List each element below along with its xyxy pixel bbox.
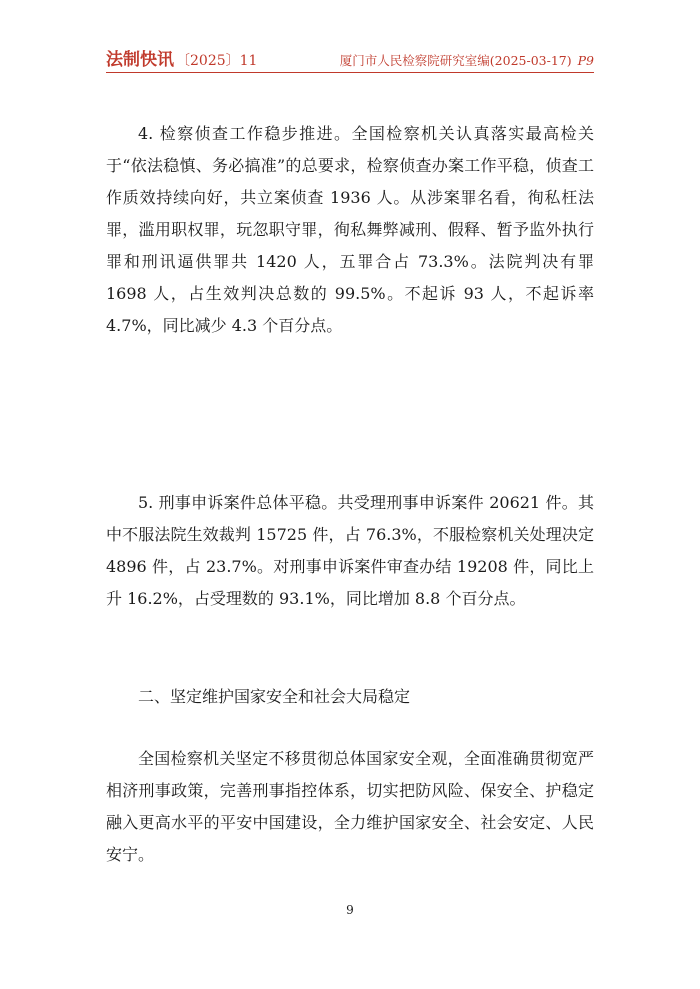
paragraph-investigation: 4. 检察侦查工作稳步推进。全国检察机关认真落实最高检关于“依法稳慎、务必搞准”的总要求，检察侦查办案工作平稳，侦查工作质效持续向好，共立案侦查 1936 人。从涉案罪名看，徇私枉法罪，滥用职权罪，玩忽职守罪，徇私舞弊减刑、假释、暂予监外执行罪和刑讯逼供罪共 1420 人，五罪合占 73.3%。法院判决有罪 1698 人，占生效判决总数的 99.5%。不起诉 93 人，不起诉率 4.7%，同比减少 4.3 个百分点。: [106, 124, 594, 335]
page-number: 9: [346, 903, 354, 917]
publication-title: 法制快讯: [106, 50, 174, 70]
section-heading-security: 二、坚定维护国家安全和社会大局稳定: [138, 687, 411, 706]
publisher-line: 厦门市人民检察院研究室编(2025-03-17): [339, 53, 572, 68]
header-page-tag: P9: [577, 53, 594, 68]
publisher-info: [340, 52, 594, 70]
page-header: [106, 50, 594, 73]
paragraph-appeals: 5. 刑事申诉案件总体平稳。共受理刑事申诉案件 20621 件。其中不服法院生效裁判 15725 件，占 76.3%，不服检察机关处理决定 4896 件，占 23.7%。对刑事申诉案件审查办结 19208 件，同比上升 16.2%，占受理数的 93.1%，同比增加 8.8 个百分点。: [106, 493, 594, 608]
publication-brand: [106, 50, 257, 71]
issue-number: 〔2025〕11: [176, 53, 258, 69]
paragraph-security: 全国检察机关坚定不移贯彻总体国家安全观，全面准确贯彻宽严相济刑事政策，完善刑事指控体系，切实把防风险、保安全、护稳定融入更高水平的平安中国建设，全力维护国家安全、社会安定、人民安宁。: [106, 749, 594, 864]
